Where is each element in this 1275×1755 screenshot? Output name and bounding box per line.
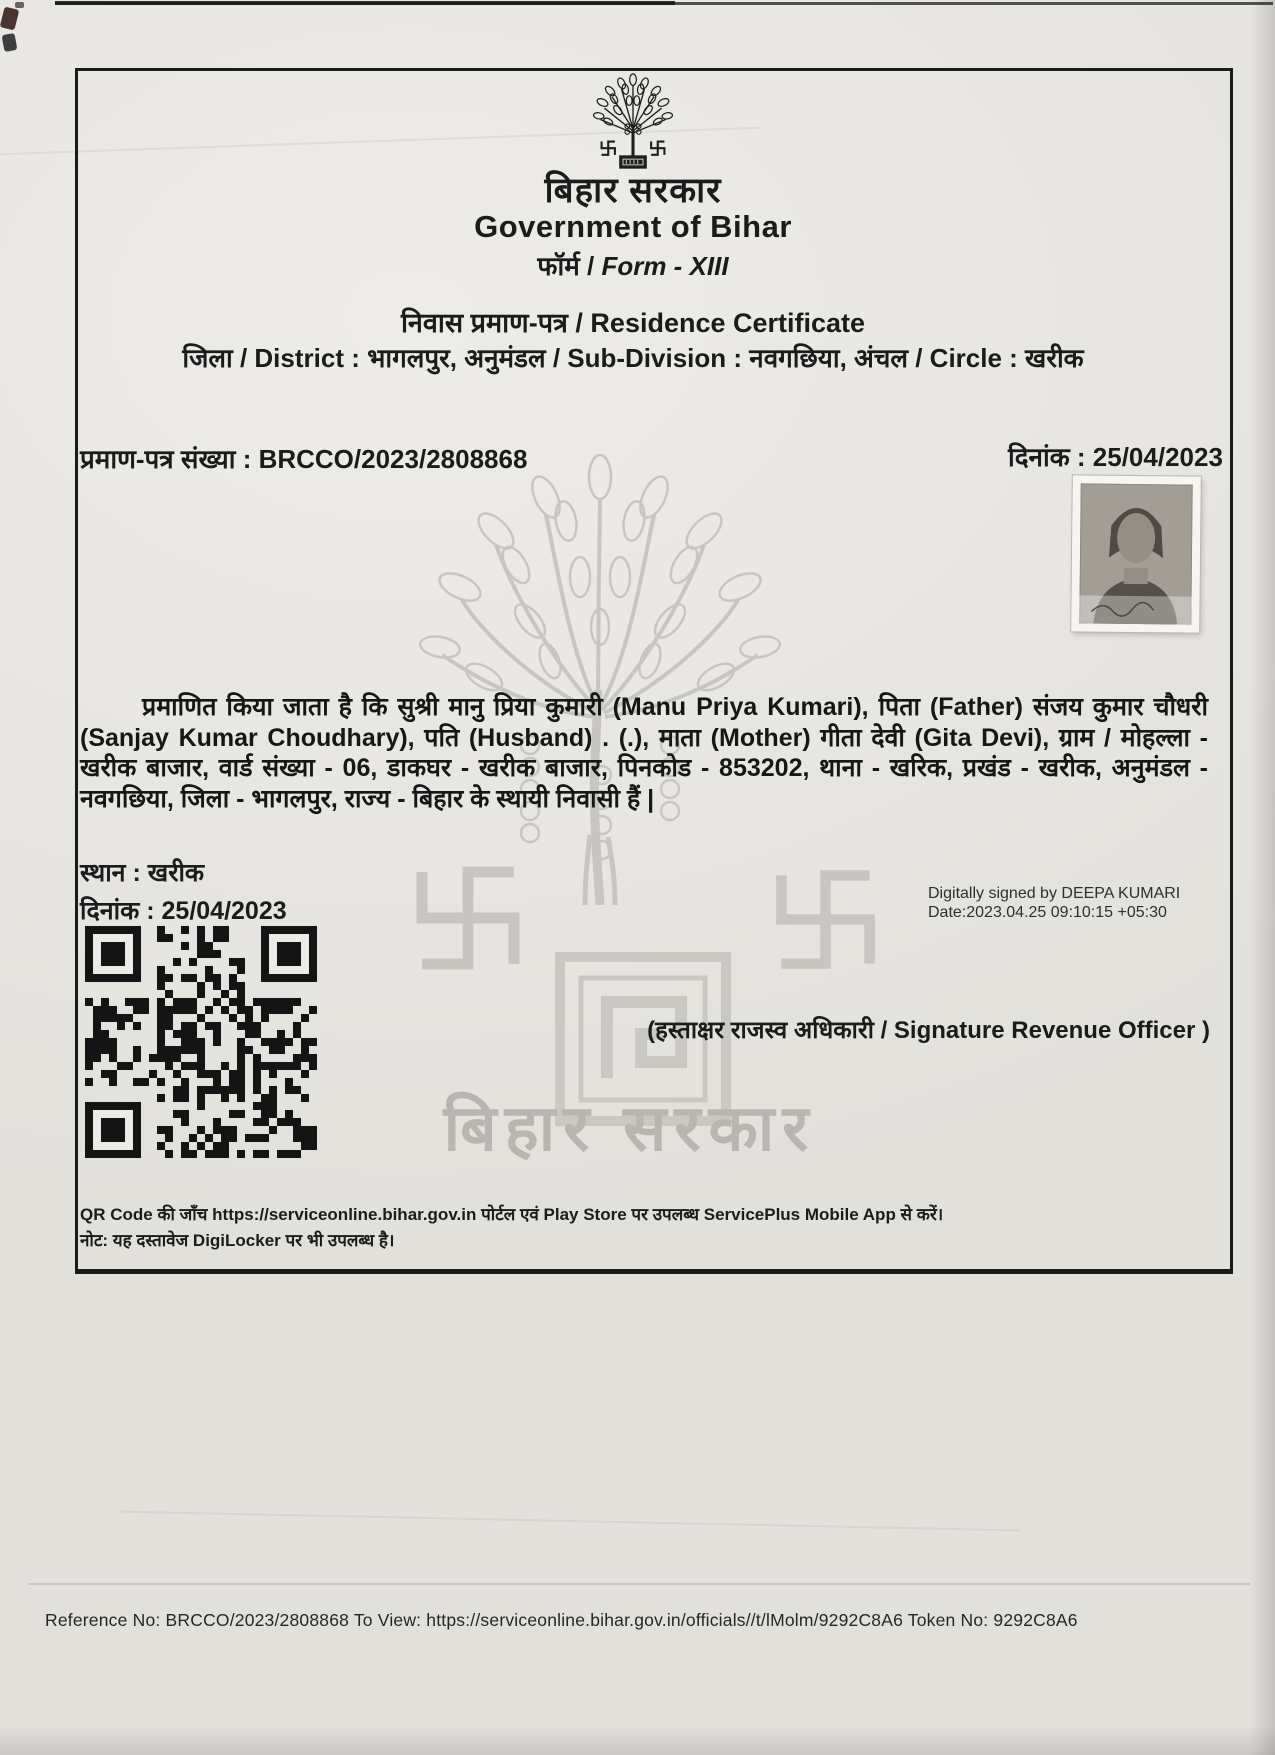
issue-date: दिनांक : 25/04/2023	[80, 897, 287, 925]
government-name-hindi: बिहार सरकार	[544, 171, 722, 210]
certificate-body-paragraph: प्रमाणित किया जाता है कि सुश्री मानु प्रिया कुमारी (Manu Priya Kumari), पिता (Father) संजय कुमार चौधरी (Sanjay Kumar Choudhary), पति (Husband) . (.), माता (Mother) गीता देवी (Gita Devi), ग्राम / मोहल्ला - खरीक बाजार, वार्ड संख्या - 06, डाकघर - खरीक बाजार, पिनकोड - 853202, थाना - खरिक, प्रखंड - खरीक, अनुमंडल - नवगछिया, जिला - भागलपुर, राज्य - बिहार के स्थायी निवासी हैं |	[80, 693, 1208, 813]
digital-signature-line2: Date:2023.04.25 09:10:15 +05:30	[928, 904, 1167, 921]
scan-artifact-corner-mark	[15, 2, 24, 8]
qr-verification-note: QR Code की जाँच https://serviceonline.bihar.gov.in पोर्टल एवं Play Store पर उपलब्ध ServicePlus Mobile App से करें।	[80, 1205, 944, 1224]
qr-code	[85, 926, 317, 1158]
revenue-officer-signature-label: (हस्ताक्षर राजस्व अधिकारी / Signature Revenue Officer )	[647, 1017, 1210, 1044]
digilocker-note: नोट: यह दस्तावेज DigiLocker पर भी उपलब्ध है।	[80, 1231, 395, 1250]
district-subdivision-circle-line: जिला / District : भागलपुर, अनुमंडल / Sub-Division : नवगछिया, अंचल / Circle : खरीक	[182, 343, 1084, 373]
issue-place: स्थान : खरीक	[80, 859, 205, 887]
certificate-number: प्रमाण-पत्र संख्या : BRCCO/2023/2808868	[80, 444, 528, 474]
digital-signature-block	[928, 884, 1180, 922]
applicant-photo	[1071, 475, 1201, 632]
certificate-title: निवास प्रमाण-पत्र / Residence Certificate	[400, 308, 866, 338]
digital-signature-line1: Digitally signed by DEEPA KUMARI	[928, 885, 1181, 902]
watermark-text: बिहार सरकार	[443, 1092, 817, 1164]
scan-artifact-corner-mark	[0, 6, 19, 30]
scan-artifact-corner-mark	[2, 33, 18, 52]
form-label-english: Form - XIII	[601, 251, 729, 281]
paper-crease	[120, 1511, 1020, 1532]
scan-edge-shadow	[0, 1725, 1275, 1755]
government-name-english: Government of Bihar	[474, 209, 792, 244]
scan-edge-shadow	[1250, 0, 1275, 1755]
scan-artifact-top-line-dark	[55, 1, 675, 5]
footer-divider	[28, 1583, 1250, 1585]
bihar-state-emblem-icon	[583, 72, 683, 177]
form-label-hindi: फॉर्म /	[537, 251, 595, 281]
reference-number-line: Reference No: BRCCO/2023/2808868 To View: https://serviceonline.bihar.gov.in/officials//t/lMolm/9292C8A6 Token No: 9292C8A6	[45, 1610, 1078, 1630]
form-number-line	[78, 247, 1188, 283]
certificate-date: दिनांक : 25/04/2023	[1008, 442, 1223, 472]
